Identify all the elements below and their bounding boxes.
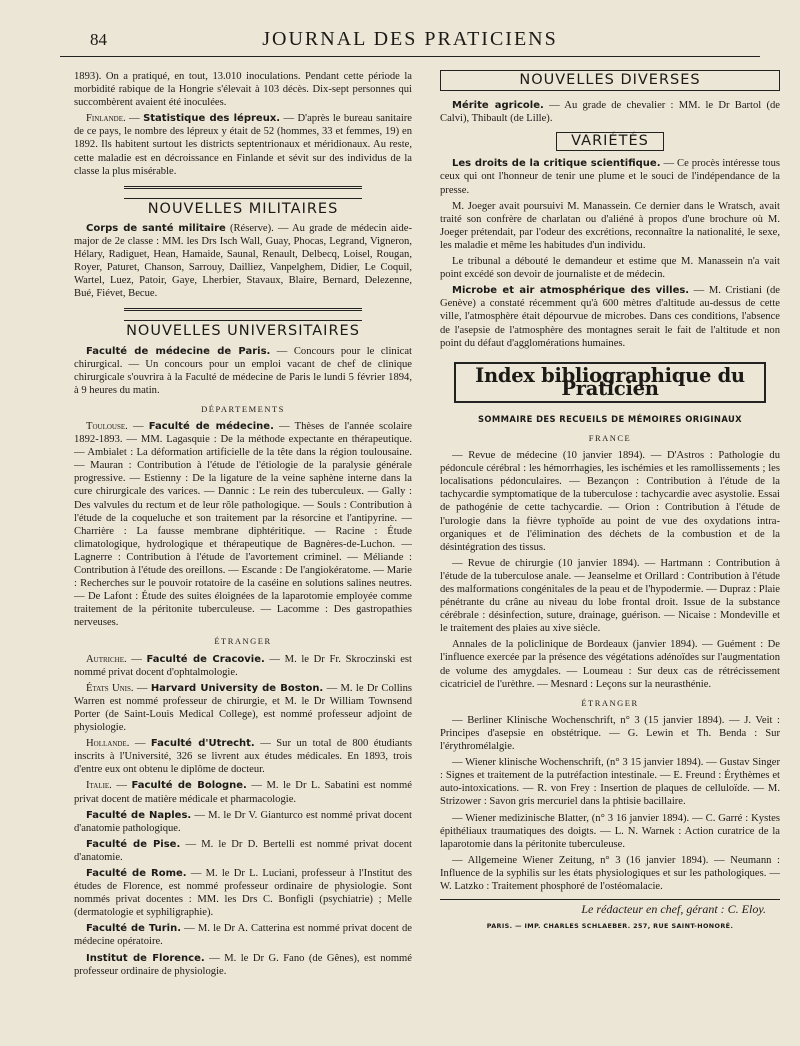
- corps-paragraph: [74, 222, 412, 301]
- article-text: — D'après le bureau sanitaire de ce pays, le nombre des lépreux y était de 52 (hommes, 33 et femmes, 19) en 1892. Ils habitent surtout les districts septentrionaux et méridionaux. Au reste, cette maladie est en décroissance en Finlande et sévit sur des individus de la classe la plus misérable.: [74, 113, 413, 177]
- subsection-departements: DÉPARTEMENTS: [201, 403, 285, 414]
- page-number: 84: [90, 30, 107, 49]
- article-text: — Sur un total de 800 étudiants inscrits à l'Université, 326 se livrent aux études médicales. En 1893, trois d'entre eux ont obtenu le diplôme de docteur.: [74, 738, 412, 776]
- signature-rule: [440, 899, 780, 900]
- revue-medecine-entry: — Revue de médecine (10 janvier 1894). — D'Astros : Pathologie du pédoncule cérébral : les hémorrhagies, les ischémies et les ramollissements ; les localisations pédonculaires. — Bezançon : Contribution à l'étude de la tachycardie symptomatique de la tuberculose : tachycardie avec asystolie. Essai de pathogénie de cette tachycardie. — Orion : Contribution à l'étude de l'urologie dans la fièvre typhoïde au point de vue des oxydations intra-organiques et de l'élimination des déchets de la combustion et de la désintégration des tissus.: [440, 450, 780, 553]
- microbe-paragraph: [440, 284, 780, 349]
- article-heading: Corps de santé militaire: [86, 222, 226, 234]
- country-label: Italie. —: [86, 780, 127, 792]
- toulouse-paragraph: [74, 420, 412, 630]
- article-heading: Faculté de Pise.: [86, 838, 181, 850]
- country-label: Hollande. —: [86, 738, 146, 750]
- article-heading: Faculté de Naples.: [86, 809, 192, 821]
- allgemeine-entry: — Allgemeine Wiener Zeitung, n° 3 (16 janvier 1894). — Neumann : Influence de la syphilis sur les états physiologiques et sur les pathologiques. — W. Latzko : Traitement phosphoré de l'ostéomalacie.: [440, 854, 780, 892]
- faculte-paris-paragraph: [74, 345, 412, 397]
- subsection-etranger: ÉTRANGER: [214, 636, 272, 647]
- article-text: (Réserve). — Au grade de médecin aide-major de 2e classe : MM. les Drs Isch Wall, Guay, Phocas, Legrand, Vigneron, Hélary, Radiguet, Hean, Hamaide, Saunal, Renault, Delbecq, Loisel, Rougan, Royer, Paturet, Chanson, Sarrouy, Dailliez, Vanpelghem, Didier, Le Coquil, Wartel, Luez, Patoir, Gaye, Lherbier, Stavaux, Blaire, Bernard, Delezenne, Bué, Fiévet, Becue.: [74, 222, 413, 300]
- article-text: — Thèses de l'année scolaire 1892-1893. — MM. Lagasquie : De la méthode expectante en thérapeutique. — Ambialet : La déformation artificielle de la tête dans la région toulousaine. — Mauran : Contribution à l'étude de l'étiologie de la paralysie générale progressive. — Estienny : De la ligature de la veine saphène interne dans la cure chirurgicale des varices. — Dannic : Le rein des tuberculeux. — Gally : Des valvules du rectum et de leur rôle pathologique. — Souls : Contribution à l'étude de la coqueluche et son traitement par la résorcine et l'antipyrine. — Charrière : La fausse membrane diphtéritique. — Racine : Étude climatologique, hydrologique et thérapeutique de Bagnères-de-Luchon. — Lagnerre : Contribution à l'étude de l'avortement criminel. — Méliande : Contribution à l'étude des oreillons. — Escande : De l'angiokératome. — Marie : Recherches sur le pouvoir rotatoire de la caséine en solutions salines neutres. — De Lafont : Étude des suites éloignées de la laparotomie employée comme traitement de la péritonite tuberculeuse. — Lacomme : Des gastropathies nerveuses.: [74, 420, 412, 629]
- section-divider: [124, 308, 362, 321]
- turin-paragraph: [74, 922, 412, 948]
- article-heading: Statistique des lépreux.: [143, 113, 281, 125]
- article-text: — M. le Dr G. Fano (de Gênes), est nommé professeur ordinaire de physiologie.: [74, 952, 412, 977]
- italie-paragraph: [74, 779, 412, 805]
- merite-paragraph: [440, 99, 780, 125]
- article-heading: Faculté de Rome.: [86, 867, 187, 879]
- florence-paragraph: [74, 952, 412, 978]
- pise-paragraph: [74, 838, 412, 864]
- section-title-universitaires: NOUVELLES UNIVERSITAIRES: [126, 323, 360, 340]
- finlande-paragraph: [74, 112, 412, 177]
- country-label: Autriche. —: [86, 653, 142, 665]
- article-heading: Harvard University de Boston.: [150, 682, 324, 694]
- country-label: Finlande. —: [86, 113, 140, 125]
- etats-paragraph: [74, 682, 412, 734]
- varietes-wrapper: [440, 128, 780, 157]
- article-text: — M. le Dr A. Catterina est nommé privat docent de médecine opératoire.: [74, 923, 412, 948]
- right-column: [440, 70, 780, 933]
- article-text: — M. le Dr V. Gianturco est nommé privat docent d'anatomie pathologique.: [74, 809, 412, 834]
- article-text: — Au grade de chevalier : MM. le Dr Bartol (de Calvi), Thibault (de Lille).: [440, 100, 781, 125]
- wiener-medizinische-entry: — Wiener medizinische Blatter, (n° 3 16 janvier 1894). — C. Garré : Kystes épithéliaux traumatiques des doigts. — L. N. Warnek : Action curatrice de la laparotomie dans la péritonite tuberculeuse.: [440, 812, 780, 850]
- article-heading: Faculté d'Utrecht.: [150, 738, 255, 750]
- article-text: — M. le Dr Collins Warren est nommé professeur de chirurgie, et M. le Dr William Townsend Porter (de Saint-Louis Medical College), est nommé professeur adjoint de physiologie.: [74, 682, 413, 734]
- left-column: [74, 70, 412, 981]
- intro-paragraph: 1893). On a pratiqué, en tout, 13.010 inoculations. Pendant cette période la morbidité rabique de la Hongrie s'élevait à 103 décès. Dix-sept personnes qui succombèrent avaient été inoculées.: [74, 71, 412, 109]
- article-heading: Faculté de médecine de Paris.: [86, 345, 271, 357]
- article-text: — Concours pour le clinicat chirurgical. — Un concours pour un emploi vacant de chef de clinique chirurgicale s'ouvrira à la Faculté de médecine de Paris le lundi 5 février 1894, à 9 heures du matin.: [74, 345, 413, 396]
- autriche-paragraph: [74, 653, 412, 679]
- editor-signature: [440, 903, 766, 916]
- berliner-entry: — Berliner Klinische Wochenschrift, n° 3 (15 janvier 1894). — J. Veit : Principes d'asepsie en obstétrique. — G. Lewin et Th. Benda : Sur l'érythromélalgie.: [440, 714, 780, 753]
- rome-paragraph: [74, 867, 412, 919]
- wiener-klinische-entry: — Wiener klinische Wochenschrift, (n° 3 15 janvier 1894). — Gustav Singer : Signes et traitement de la putréfaction intestinale. — E. Freund : Érythèmes et auto-intoxications. — R. von Frey : Insertion de plaques de celluloïde. — M. Strizower : Savon gris mercuriel dans la phtisie bacillaire.: [440, 757, 780, 808]
- article-text: — Ce procès intéresse tous ceux qui ont l'honneur de tenir une plume et le souci de l'indépendance de la presse.: [440, 158, 780, 196]
- article-heading: Faculté de médecine.: [148, 420, 274, 432]
- bordeaux-entry: Annales de la policlinique de Bordeaux (janvier 1894). — Guément : De l'influence exercée par la présence des végétations adénoïdes sur l'augmentation de volume des amygdales. — Loumeau : Sur deux cas de rétrécissement cicatriciel de l'urèthre. — Mesnard : Leçons sur la neurasthénie.: [440, 639, 780, 690]
- article-heading: Mérite agricole.: [452, 100, 544, 112]
- droits-paragraph: [440, 157, 780, 196]
- tribunal-paragraph: Le tribunal a débouté le demandeur et estime que M. Manassein n'a vait point excédé son devoir de journaliste et de médecin.: [440, 256, 780, 281]
- sommaire-heading: SOMMAIRE DES RECUEILS DE MÉMOIRES ORIGINAUX: [477, 413, 743, 424]
- article-text: — M. Cristiani (de Genève) a constaté récemment qu'à 600 mètres d'altitude au-dessus de cette ville, l'atmosphère était dépourvue de microbes. Dans ces conditions, l'absence de l'asepsie de l'atmosphère des montagnes serait le fait de l'altitude et non point du défaut d'agglomérations humaines.: [440, 285, 780, 349]
- joeger-paragraph: M. Joeger avait poursuivi M. Manassein. Ce dernier dans le Wratsch, avait traité son confrère de charlatan ou d'aliéné à propos d'une brochure où M. Joeger prétendait, par l'odeur des excrétions, reconnaître la nationalité, le sexe, les maladie et même les habitudes d'un individu.: [440, 200, 780, 251]
- signature-text: Le rédacteur en chef, gérant : C. Eloy.: [581, 902, 766, 917]
- city-label: Toulouse. —: [86, 420, 144, 432]
- article-heading: Microbe et air atmosphérique des villes.: [452, 285, 690, 297]
- index-title: Index bibliographique du Praticien: [454, 362, 766, 403]
- article-text: — M. le Dr D. Bertelli est nommé privat docent d'anatomie.: [74, 838, 412, 863]
- section-title-varietes: VARIÉTÉS: [556, 132, 664, 151]
- page-header: [60, 22, 760, 57]
- article-heading: Les droits de la critique scientifique.: [452, 158, 661, 170]
- revue-chirurgie-entry: — Revue de chirurgie (10 janvier 1894). — Hartmann : Contribution à l'étude de la tuberculose anale. — Jeanselme et Orillard : Contribution à l'étude des malformations congénitales de la peau et de l'hypodermie. — Dupraz : Plaie pénétrante du crâne au niveau du lobe frontal droit. Issue de la substance cérébrale : désinfection, suture, drainage, guérison. — Nicaise : Mondeville et le traitement des plaies au xive siècle.: [440, 557, 780, 635]
- article-text: — M. le Dr L. Luciani, professeur à l'Institut des études de Florence, est nommé professeur ordinaire de physiologie. Sont nommés privat docentes : MM. les Drs C. Bonfigli (psychiatrie) ; Melle (dermatologie et syphiligraphie).: [74, 867, 412, 919]
- section-title-diverses: NOUVELLES DIVERSES: [440, 70, 780, 91]
- article-heading: Institut de Florence.: [86, 952, 205, 964]
- section-divider: [124, 186, 362, 199]
- article-heading: Faculté de Cracovie.: [146, 653, 265, 665]
- journal-title: JOURNAL DES PRATICIENS: [262, 28, 558, 50]
- subsection-france: FRANCE: [588, 432, 632, 443]
- country-label: États Unis. —: [86, 682, 148, 694]
- article-text: — M. le Dr L. Sabatini est nommé privat docent de matière médicale et pharmacologie.: [74, 780, 412, 805]
- printer-imprint: PARIS. — IMP. CHARLES SCHLAEBER. 257, RUE SAINT-HONORÉ.: [486, 922, 734, 931]
- article-heading: Faculté de Turin.: [86, 923, 182, 935]
- naples-paragraph: [74, 809, 412, 835]
- hollande-paragraph: [74, 737, 412, 776]
- article-heading: Faculté de Bologne.: [131, 780, 247, 792]
- section-title-militaires: NOUVELLES MILITAIRES: [147, 200, 339, 217]
- subsection-etranger-right: ÉTRANGER: [581, 697, 639, 708]
- article-text: — M. le Dr Fr. Skroczinski est nommé privat docent d'ophtalmologie.: [74, 653, 413, 678]
